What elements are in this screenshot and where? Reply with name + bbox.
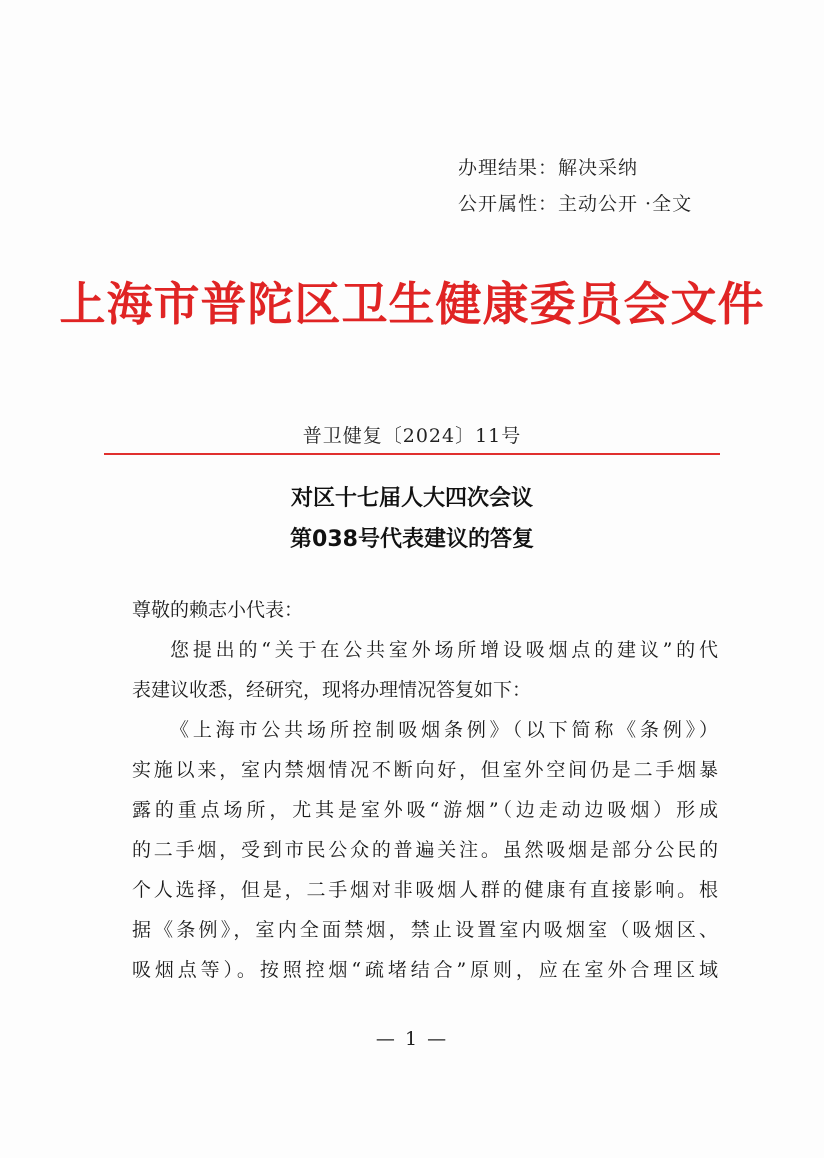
- document-meta: [458, 150, 692, 222]
- paragraph-2-line-1: 《上海市公共场所控制吸烟条例》（以下简称《条例》）: [170, 719, 718, 741]
- disclosure-attribute: 公开属性：主动公开 ·全文: [458, 193, 693, 215]
- paragraph-1-line-1: 您提出的“关于在公共室外场所增设吸烟点的建议”的代: [170, 639, 718, 661]
- paragraph-1-line-2: 表建议收悉，经研究，现将办理情况答复如下：: [132, 679, 532, 701]
- page-number: — 1 —: [375, 1028, 449, 1050]
- document-number: 普卫健复〔2024〕11号: [302, 425, 522, 447]
- salutation: 尊敬的赖志小代表：: [132, 599, 304, 621]
- handling-result: 办理结果：解决采纳: [458, 157, 639, 179]
- document-body: [132, 590, 718, 990]
- paragraph-2-line-5: 个人选择，但是，二手烟对非吸烟人群的健康有直接影响。根: [132, 879, 718, 901]
- paragraph-2-line-4: 的二手烟，受到市民公众的普遍关注。虽然吸烟是部分公民的: [132, 839, 718, 861]
- document-title-line-2: 第038号代表建议的答复: [290, 527, 534, 552]
- issuing-organization-title: 上海市普陀区卫生健康委员会文件: [59, 277, 765, 331]
- red-divider-line: [104, 453, 720, 455]
- paragraph-2-line-6: 据《条例》，室内全面禁烟，禁止设置室内吸烟室（吸烟区、: [132, 919, 718, 941]
- document-title-line-1: 对区十七届人大四次会议: [290, 486, 533, 511]
- paragraph-2-line-7: 吸烟点等）。按照控烟“疏堵结合”原则，应在室外合理区域: [132, 959, 718, 981]
- paragraph-2-line-2: 实施以来，室内禁烟情况不断向好，但室外空间仍是二手烟暴: [132, 759, 718, 781]
- paragraph-2-line-3: 露的重点场所，尤其是室外吸“游烟”（边走动边吸烟）形成: [132, 799, 718, 821]
- document-title: [0, 478, 824, 560]
